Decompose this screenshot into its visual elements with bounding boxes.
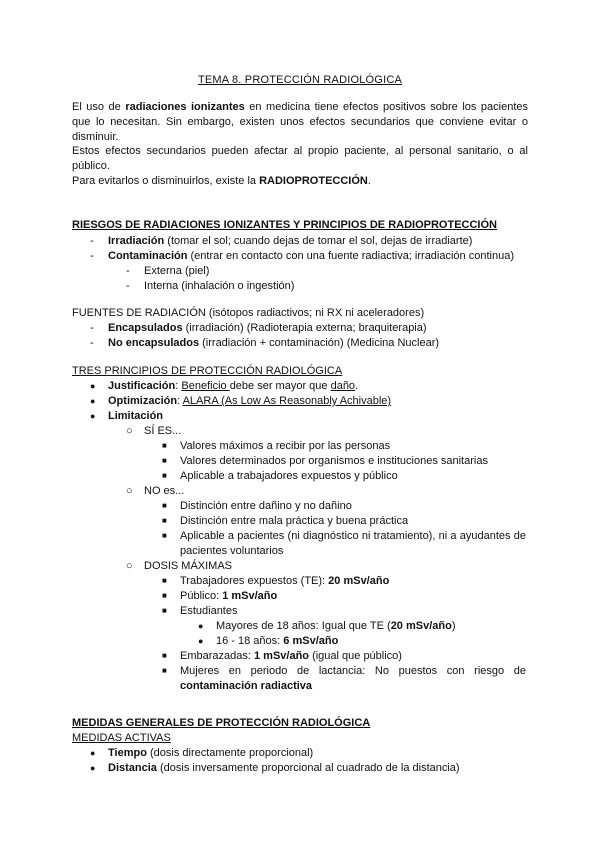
bold-text: Limitación <box>108 410 164 422</box>
bold-text: 1 mSv/año <box>222 590 278 602</box>
bold-text: Irradiación <box>108 235 165 247</box>
bullet-marker: ● <box>90 411 96 421</box>
circle-marker: ○ <box>126 560 133 572</box>
bold-text: 20 mSv/año <box>328 575 390 587</box>
circle-marker: ○ <box>126 425 133 437</box>
list-item-irradiacion <box>108 234 472 249</box>
dash-marker: - <box>126 280 130 292</box>
heading-fuentes: FUENTES DE RADIACIÓN (isótopos radiactivos; ni RX ni aceleradores) <box>72 307 425 319</box>
list-item-no-3: Aplicable a pacientes (ni diagnóstico ni tratamiento), ni a ayudantes de pacientes voluntarios <box>180 530 526 557</box>
text: (igual que público) <box>309 650 402 662</box>
square-marker: ■ <box>162 471 167 480</box>
bold-text: 1 mSv/año <box>253 650 310 662</box>
square-marker: ■ <box>162 666 167 675</box>
list-item-si-2: Valores determinados por organismos e instituciones sanitarias <box>180 455 488 467</box>
text: (dosis directamente proporcional) <box>146 747 314 759</box>
list-item-estudiantes: Estudiantes <box>180 605 238 617</box>
bold-text: contaminación radiactiva <box>180 679 313 692</box>
list-item-no-es: NO es... <box>144 485 185 497</box>
bold-text: radiaciones ionizantes <box>125 101 245 113</box>
text: (tomar el sol; cuando dejas de tomar el sol, dejas de irradiarte) <box>164 235 473 247</box>
intro-p2: Estos efectos secundarios pueden afectar al propio paciente, al personal sanitario, o al público. <box>72 145 528 173</box>
dash-marker: - <box>90 235 94 247</box>
bullet-marker: ● <box>198 636 204 646</box>
square-marker: ■ <box>162 456 167 465</box>
bold-text: Justificación <box>108 380 176 392</box>
text: El uso de <box>72 101 126 113</box>
list-item-lactancia <box>180 664 526 694</box>
list-item-si-1: Valores máximos a recibir por las personas <box>180 440 391 452</box>
square-marker: ■ <box>162 516 167 525</box>
circle-marker: ○ <box>126 485 133 497</box>
intro-p1 <box>72 100 528 144</box>
bold-text: Optimización <box>108 395 178 407</box>
bullet-marker: ● <box>198 621 204 631</box>
list-item-interna: Interna (inhalación o ingestión) <box>144 280 295 292</box>
intro-p3 <box>72 174 528 189</box>
list-item-te <box>180 574 389 589</box>
bold-text: Encapsulados <box>108 322 183 334</box>
subheading-medidas-activas: MEDIDAS ACTIVAS <box>72 732 171 744</box>
text: debe ser mayor que <box>229 380 331 392</box>
text: . <box>367 174 371 187</box>
page-title: TEMA 8. PROTECCIÓN RADIOLÓGICA <box>197 74 403 86</box>
bold-text: Distancia <box>108 762 157 774</box>
bullet-marker: ● <box>90 763 96 773</box>
bold-text: 6 mSv/año <box>283 635 339 647</box>
underlined-text: Beneficio <box>181 380 230 392</box>
text: Para evitarlos o disminuirlos, existe la <box>72 174 260 187</box>
list-item-si-3: Aplicable a trabajadores expuestos y público <box>180 470 398 482</box>
list-item-justificacion <box>108 379 358 394</box>
square-marker: ■ <box>162 576 167 585</box>
bold-text: Tiempo <box>108 747 147 759</box>
text: (dosis inversamente proporcional al cuadrado de la distancia) <box>156 762 460 774</box>
dash-marker: - <box>90 322 94 334</box>
square-marker: ■ <box>162 606 167 615</box>
text: . <box>355 380 359 392</box>
dash-marker: - <box>90 337 94 349</box>
list-item-limitacion <box>108 409 163 424</box>
list-item-dosis: DOSIS MÁXIMAS <box>144 560 233 572</box>
text: 16 - 18 años: <box>216 635 284 647</box>
text: ) <box>451 620 456 632</box>
intro-paragraph <box>72 100 528 189</box>
text: : <box>175 380 182 392</box>
square-marker: ■ <box>162 591 167 600</box>
bullet-marker: ● <box>90 748 96 758</box>
list-item-encapsulados <box>108 321 427 336</box>
list-item-no-1: Distinción entre dañino y no dañino <box>180 500 352 512</box>
text: en medicina tiene efectos positivos sobre los pacientes que lo necesitan. Sin embargo, existen unos efectos secundarios que conviene evitar o disminuir. <box>72 101 528 143</box>
square-marker: ■ <box>162 441 167 450</box>
list-item-mayores <box>216 619 456 634</box>
text: : <box>177 395 183 407</box>
list-item-tiempo <box>108 746 313 761</box>
list-item-16-18 <box>216 634 338 649</box>
text: Embarazadas: <box>180 650 254 662</box>
heading-medidas: MEDIDAS GENERALES DE PROTECCIÓN RADIOLÓGICA <box>72 717 371 729</box>
underlined-text: ALARA (As Low As Reasonably Achivable) <box>182 395 392 407</box>
text: Público: <box>180 590 223 602</box>
list-item-embarazadas <box>180 649 402 664</box>
bold-text: Contaminación <box>108 250 188 262</box>
square-marker: ■ <box>162 501 167 510</box>
text: Trabajadores expuestos (TE): <box>180 575 329 587</box>
square-marker: ■ <box>162 651 167 660</box>
list-item-externa: Externa (piel) <box>144 265 210 277</box>
text: Mayores de 18 años: Igual que TE ( <box>216 620 391 632</box>
heading-riesgos: RIESGOS DE RADIACIONES IONIZANTES Y PRINCIPIOS DE RADIOPROTECCIÓN <box>72 219 497 231</box>
dash-marker: - <box>90 250 94 262</box>
text: (irradiación) (Radioterapia externa; braquiterapia) <box>182 322 427 334</box>
list-item-publico <box>180 589 277 604</box>
bullet-marker: ● <box>90 396 96 406</box>
list-item-contaminacion <box>108 249 514 264</box>
dash-marker: - <box>126 265 130 277</box>
list-item-optimizacion <box>108 394 391 409</box>
list-item-si-es: SÍ ES... <box>144 425 182 437</box>
bullet-marker: ● <box>90 381 96 391</box>
text: Mujeres en periodo de lactancia: No puestos con riesgo de <box>180 665 526 677</box>
underlined-text: daño <box>330 380 356 392</box>
bold-text: 20 mSv/año <box>390 620 452 632</box>
bold-text: RADIOPROTECCIÓN <box>259 174 368 187</box>
list-item-distancia <box>108 761 460 776</box>
list-item-no-2: Distinción entre mala práctica y buena práctica <box>180 515 409 527</box>
heading-principios: TRES PRINCIPIOS DE PROTECCIÓN RADIOLÓGICA <box>72 365 343 377</box>
list-item-no-encapsulados <box>108 336 439 351</box>
text: (irradiación + contaminación) (Medicina Nuclear) <box>199 337 440 349</box>
square-marker: ■ <box>162 531 167 540</box>
text: (entrar en contacto con una fuente radiactiva; irradiación continua) <box>187 250 514 262</box>
bold-text: No encapsulados <box>108 337 200 349</box>
